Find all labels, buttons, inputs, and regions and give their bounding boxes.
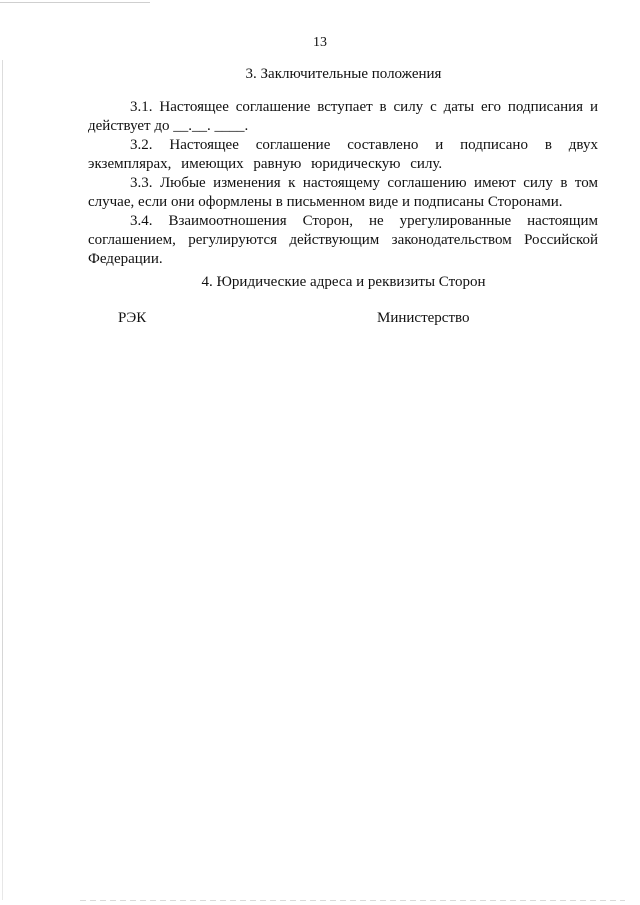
paragraph-3-2: 3.2. Настоящее соглашение составлено и подписано в двух экземплярах, имеющих равную юридическую силу. [88, 137, 598, 172]
page-number: 13 [313, 35, 327, 50]
party-left-label: РЭК [118, 310, 147, 326]
paragraph-3-3: 3.3. Любые изменения к настоящему соглашению имеют силу в том случае, если они оформлены в письменном виде и подписаны Сторонами. [88, 175, 598, 210]
section-4-title: 4. Юридические адреса и реквизиты Сторон [201, 274, 486, 290]
scan-edge-left [2, 60, 3, 900]
section-3-title: 3. Заключительные положения [245, 66, 442, 82]
scan-edge-top [0, 2, 150, 3]
section-3-body [88, 98, 598, 269]
paragraph-3-1: 3.1. Настоящее соглашение вступает в силу с даты его подписания и действует до __.__. ____. [88, 99, 598, 134]
paragraph-3-4: 3.4. Взаимоотношения Сторон, не урегулированные настоящим соглашением, регулируются действующим законодательством Российской Федерации. [88, 213, 598, 267]
scan-edge-bottom [80, 900, 625, 901]
party-right-label: Министерство [377, 310, 470, 326]
